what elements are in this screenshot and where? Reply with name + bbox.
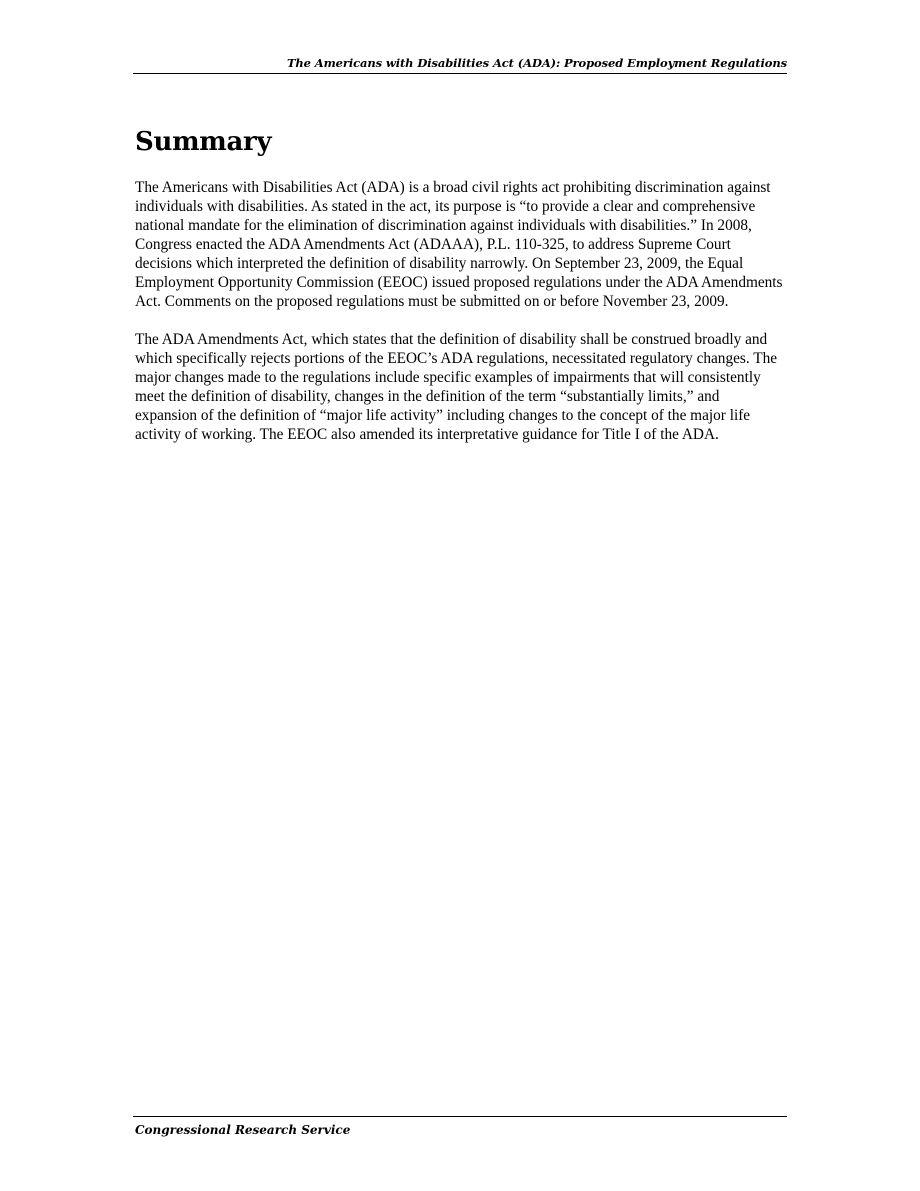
section-title: Summary xyxy=(135,127,272,157)
footer-publisher: Congressional Research Service xyxy=(135,1123,351,1137)
summary-paragraph-2: The ADA Amendments Act, which states that the definition of disability shall be construed broadly and which specifically rejects portions of the EEOC’s ADA regulations, necessitated regulatory changes. The major changes made to the regulations include specific examples of impairments that will consistently meet the definition of disability, changes in the definition of the term “substantially limits,” and expansion of the definition of “major life activity” including changes to the concept of the major life activity of working. The EEOC also amended its interpretative guidance for Title I of the ADA. xyxy=(135,331,778,443)
summary-paragraph-1: The Americans with Disabilities Act (ADA) is a broad civil rights act prohibiting discrimination against individuals with disabilities. As stated in the act, its purpose is “to provide a clear and comprehensive national mandate for the elimination of discrimination against individuals with disabilities.” In 2008, Congress enacted the ADA Amendments Act (ADAAA), P.L. 110-325, to address Supreme Court decisions which interpreted the definition of disability narrowly. On September 23, 2009, the Equal Employment Opportunity Commission (EEOC) issued proposed regulations under the ADA Amendments Act. Comments on the proposed regulations must be submitted on or before November 23, 2009. xyxy=(135,179,783,310)
running-footer xyxy=(133,1116,787,1139)
running-header-title: The Americans with Disabilities Act (ADA): Proposed Employment Regulations xyxy=(286,56,787,70)
body-text xyxy=(135,178,785,463)
running-header xyxy=(133,54,787,74)
